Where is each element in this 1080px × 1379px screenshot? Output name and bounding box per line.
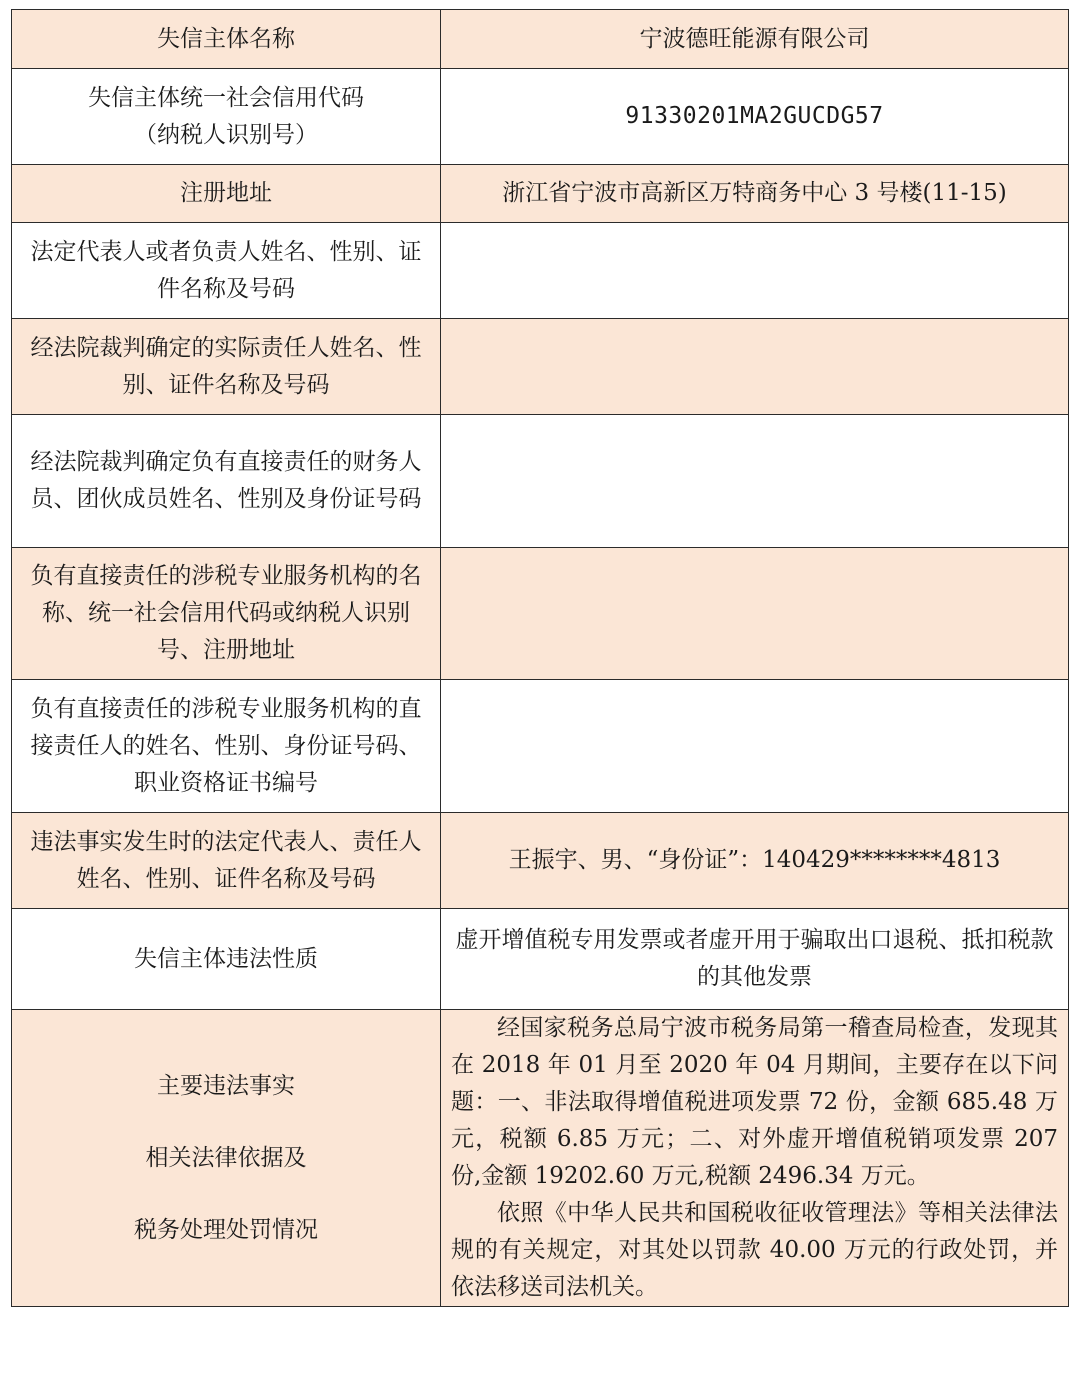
value-violation-nature: 虚开增值税专用发票或者虚开用于骗取出口退税、抵扣税款的其他发票 <box>441 909 1069 1010</box>
label-main-facts-line-1: 主要违法事实 <box>157 1072 295 1099</box>
value-actual-responsible-person <box>441 319 1069 415</box>
value-registered-address: 浙江省宁波市高新区万特商务中心 3 号楼(11-15) <box>441 165 1069 223</box>
label-main-facts <box>12 1010 441 1307</box>
row-agency-responsible-person <box>12 680 1069 813</box>
label-finance-staff: 经法院裁判确定负有直接责任的财务人员、团伙成员姓名、性别及身份证号码 <box>12 415 441 548</box>
value-entity-name: 宁波德旺能源有限公司 <box>441 10 1069 69</box>
dishonest-entity-table <box>11 9 1069 1307</box>
label-entity-name: 失信主体名称 <box>12 10 441 69</box>
facts-paragraph-inspection: 经国家税务总局宁波市税务局第一稽查局检查，发现其在 2018 年 01 月至 2020 年 04 月期间，主要存在以下问题：一、非法取得增值税进项发票 72 份，金额 685.48 万元，税额 6.85 万元；二、对外虚开增值税销项发票 207 份,金额 19202.60 万元,税额 2496.34 万元。 <box>451 1015 1058 1189</box>
row-representative-at-violation <box>12 813 1069 909</box>
label-main-facts-line-2: 相关法律依据及 <box>145 1144 307 1171</box>
label-actual-responsible-person: 经法院裁判确定的实际责任人姓名、性别、证件名称及号码 <box>12 319 441 415</box>
label-violation-nature: 失信主体违法性质 <box>12 909 441 1010</box>
row-actual-responsible-person <box>12 319 1069 415</box>
row-registered-address <box>12 165 1069 223</box>
row-main-facts <box>12 1010 1069 1307</box>
label-registered-address: 注册地址 <box>12 165 441 223</box>
value-agency-responsible-person <box>441 680 1069 813</box>
value-representative-at-violation: 王振宇、男、“身份证”：140429********4813 <box>441 813 1069 909</box>
row-violation-nature <box>12 909 1069 1010</box>
value-credit-code: 91330201MA2GUCDG57 <box>441 69 1069 165</box>
label-main-facts-line-3: 税务处理处罚情况 <box>134 1216 318 1243</box>
label-representative-at-violation: 违法事实发生时的法定代表人、责任人姓名、性别、证件名称及号码 <box>12 813 441 909</box>
label-agency-responsible-person: 负有直接责任的涉税专业服务机构的直接责任人的姓名、性别、身份证号码、职业资格证书编号 <box>12 680 441 813</box>
row-legal-representative <box>12 223 1069 319</box>
value-main-facts <box>441 1010 1069 1307</box>
label-credit-code <box>12 69 441 165</box>
label-legal-representative: 法定代表人或者负责人姓名、性别、证件名称及号码 <box>12 223 441 319</box>
value-finance-staff <box>441 415 1069 548</box>
label-credit-code-text: 失信主体统一社会信用代码 （纳税人识别号） <box>88 84 364 148</box>
row-finance-staff <box>12 415 1069 548</box>
value-tax-service-agency <box>441 548 1069 680</box>
row-credit-code <box>12 69 1069 165</box>
row-tax-service-agency <box>12 548 1069 680</box>
row-entity-name <box>12 10 1069 69</box>
facts-paragraph-penalty: 依照《中华人民共和国税收征收管理法》等相关法律法规的有关规定，对其处以罚款 40.00 万元的行政处罚，并依法移送司法机关。 <box>451 1200 1058 1300</box>
label-tax-service-agency: 负有直接责任的涉税专业服务机构的名称、统一社会信用代码或纳税人识别号、注册地址 <box>12 548 441 680</box>
value-legal-representative <box>441 223 1069 319</box>
